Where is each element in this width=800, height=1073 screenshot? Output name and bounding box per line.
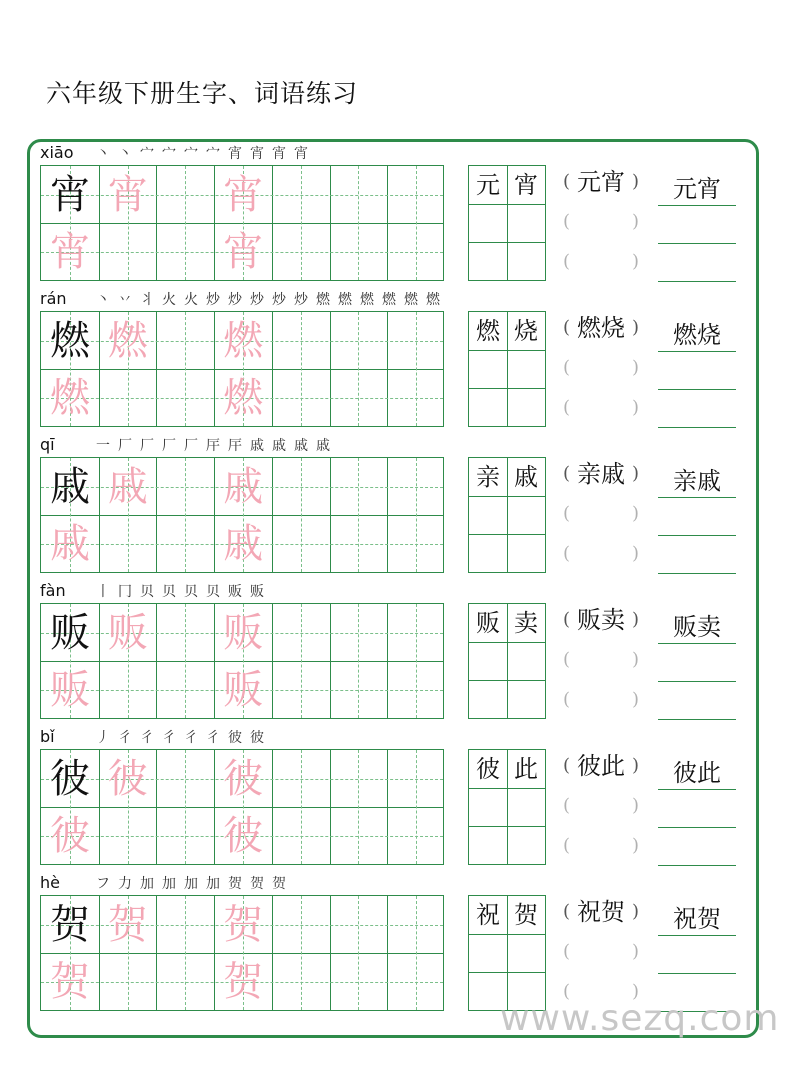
stroke-step: 丬 xyxy=(140,292,154,308)
left-parenthesis: ( xyxy=(563,755,571,776)
right-parenthesis: ) xyxy=(631,689,639,710)
writing-line[interactable] xyxy=(658,351,736,352)
trace-character: 宵 xyxy=(223,172,264,218)
parenthesis-row xyxy=(563,897,639,927)
left-parenthesis: ( xyxy=(563,981,571,1002)
writing-line[interactable] xyxy=(658,681,736,682)
word-character: 戚 xyxy=(514,463,538,491)
right-parenthesis: ) xyxy=(631,251,639,272)
model-character: 彼 xyxy=(50,756,90,802)
writing-line[interactable] xyxy=(658,243,736,244)
stroke-step: 贺 xyxy=(250,876,264,892)
model-character: 贺 xyxy=(50,902,90,948)
trace-character: 宵 xyxy=(107,172,148,218)
stroke-step: 丨 xyxy=(96,584,110,600)
writing-line[interactable] xyxy=(658,281,736,282)
parenthesis-row xyxy=(563,313,639,343)
parenthesis-row[interactable] xyxy=(563,539,639,569)
stroke-step: 丶 xyxy=(96,146,110,162)
right-parenthesis: ) xyxy=(631,609,639,630)
stroke-step: 炒 xyxy=(228,292,242,308)
character-section xyxy=(40,143,760,289)
watermark: www.sezq.com xyxy=(500,998,780,1039)
word-character: 此 xyxy=(514,755,538,783)
pinyin-label: fàn xyxy=(40,581,66,600)
stroke-step: 厈 xyxy=(206,438,220,454)
stroke-step: 燃 xyxy=(360,292,374,308)
stroke-step: 冂 xyxy=(118,584,132,600)
writing-grid xyxy=(40,311,444,427)
right-parenthesis: ) xyxy=(631,835,639,856)
parenthesis-row[interactable] xyxy=(563,353,639,383)
model-character: 宵 xyxy=(50,172,90,218)
stroke-order xyxy=(92,289,444,311)
stroke-step: 力 xyxy=(118,876,132,892)
stroke-step: 炒 xyxy=(294,292,308,308)
stroke-order xyxy=(92,435,334,457)
stroke-step: 燃 xyxy=(426,292,440,308)
stroke-step: 炒 xyxy=(206,292,220,308)
stroke-step: 贩 xyxy=(250,584,264,600)
stroke-step: 贝 xyxy=(162,584,176,600)
trace-character: 彼 xyxy=(223,813,264,859)
stroke-step: 丶 xyxy=(118,146,132,162)
trace-character: 贩 xyxy=(107,610,148,656)
stroke-step: 贺 xyxy=(272,876,286,892)
right-parenthesis: ) xyxy=(631,901,639,922)
left-parenthesis: ( xyxy=(563,211,571,232)
writing-grid xyxy=(40,457,444,573)
right-parenthesis: ) xyxy=(631,649,639,670)
parenthesis-word: 彼此 xyxy=(577,752,625,780)
underline-word: 贩卖 xyxy=(673,613,721,641)
stroke-step: 宀 xyxy=(140,146,154,162)
model-character: 燃 xyxy=(50,318,90,364)
stroke-step: 贝 xyxy=(184,584,198,600)
left-parenthesis: ( xyxy=(563,463,571,484)
word-character: 元 xyxy=(476,171,500,199)
left-parenthesis: ( xyxy=(563,835,571,856)
stroke-step: 厂 xyxy=(184,438,198,454)
left-parenthesis: ( xyxy=(563,171,571,192)
stroke-step: 戚 xyxy=(272,438,286,454)
stroke-step: 宵 xyxy=(228,146,242,162)
word-grid xyxy=(468,311,546,427)
left-parenthesis: ( xyxy=(563,901,571,922)
word-grid xyxy=(468,457,546,573)
word-character: 卖 xyxy=(514,609,538,637)
trace-character: 贺 xyxy=(50,959,90,1005)
stroke-step: 丿 xyxy=(96,730,110,746)
left-parenthesis: ( xyxy=(563,543,571,564)
writing-line[interactable] xyxy=(658,935,736,936)
writing-grid xyxy=(40,895,444,1011)
pinyin-label: rán xyxy=(40,289,67,308)
trace-character: 宵 xyxy=(223,229,264,275)
stroke-step: 彳 xyxy=(140,730,154,746)
underline-word: 燃烧 xyxy=(673,321,721,349)
trace-character: 燃 xyxy=(223,375,264,421)
parenthesis-row[interactable] xyxy=(563,685,639,715)
word-character: 燃 xyxy=(476,317,500,345)
trace-character: 贺 xyxy=(223,959,264,1005)
stroke-step: 宵 xyxy=(294,146,308,162)
stroke-step: 加 xyxy=(206,876,220,892)
writing-line[interactable] xyxy=(658,643,736,644)
stroke-step: 贝 xyxy=(140,584,154,600)
underline-word: 亲戚 xyxy=(673,467,721,495)
trace-character: 贩 xyxy=(223,610,264,656)
writing-grid xyxy=(40,165,444,281)
trace-character: 戚 xyxy=(50,521,90,567)
right-parenthesis: ) xyxy=(631,503,639,524)
model-character: 戚 xyxy=(50,464,90,510)
character-section xyxy=(40,727,760,873)
stroke-step: 燃 xyxy=(382,292,396,308)
parenthesis-row[interactable] xyxy=(563,831,639,861)
word-grid xyxy=(468,165,546,281)
writing-line[interactable] xyxy=(658,535,736,536)
right-parenthesis: ) xyxy=(631,981,639,1002)
underline-word: 彼此 xyxy=(673,759,721,787)
writing-grid xyxy=(40,749,444,865)
stroke-step: 彼 xyxy=(250,730,264,746)
word-character: 彼 xyxy=(476,755,500,783)
stroke-order xyxy=(92,581,268,603)
parenthesis-row[interactable] xyxy=(563,791,639,821)
parenthesis-row[interactable] xyxy=(563,499,639,529)
stroke-step: 彼 xyxy=(228,730,242,746)
stroke-step: 丶 xyxy=(96,292,110,308)
writing-line[interactable] xyxy=(658,573,736,574)
parenthesis-row xyxy=(563,751,639,781)
left-parenthesis: ( xyxy=(563,251,571,272)
stroke-step: 宀 xyxy=(162,146,176,162)
left-parenthesis: ( xyxy=(563,503,571,524)
stroke-step: 戚 xyxy=(316,438,330,454)
stroke-step: 宀 xyxy=(206,146,220,162)
parenthesis-row[interactable] xyxy=(563,393,639,423)
trace-character: 贩 xyxy=(50,667,90,713)
left-parenthesis: ( xyxy=(563,649,571,670)
underline-word: 祝贺 xyxy=(673,905,721,933)
trace-character: 贩 xyxy=(223,667,264,713)
writing-grid xyxy=(40,603,444,719)
writing-line[interactable] xyxy=(658,719,736,720)
right-parenthesis: ) xyxy=(631,755,639,776)
character-section xyxy=(40,581,760,727)
stroke-step: 厂 xyxy=(118,438,132,454)
parenthesis-row xyxy=(563,459,639,489)
right-parenthesis: ) xyxy=(631,397,639,418)
writing-line[interactable] xyxy=(658,497,736,498)
parenthesis-word: 祝贺 xyxy=(577,898,625,926)
parenthesis-word: 贩卖 xyxy=(577,606,625,634)
stroke-step: 戚 xyxy=(294,438,308,454)
stroke-step: 火 xyxy=(184,292,198,308)
parenthesis-row[interactable] xyxy=(563,937,639,967)
parenthesis-row[interactable] xyxy=(563,645,639,675)
stroke-step: 彳 xyxy=(162,730,176,746)
writing-line[interactable] xyxy=(658,827,736,828)
trace-character: 戚 xyxy=(107,464,148,510)
parenthesis-row xyxy=(563,605,639,635)
stroke-step: 一 xyxy=(96,438,110,454)
word-grid xyxy=(468,895,546,1011)
pinyin-label: hè xyxy=(40,873,60,892)
word-grid xyxy=(468,603,546,719)
parenthesis-row[interactable] xyxy=(563,207,639,237)
stroke-step: フ xyxy=(96,876,110,892)
writing-line[interactable] xyxy=(658,389,736,390)
stroke-step: 加 xyxy=(184,876,198,892)
pinyin-label: xiāo xyxy=(40,143,74,162)
stroke-step: 彳 xyxy=(184,730,198,746)
stroke-step: 厂 xyxy=(140,438,154,454)
stroke-step: 贩 xyxy=(228,584,242,600)
word-character: 宵 xyxy=(514,171,538,199)
word-character: 亲 xyxy=(476,463,500,491)
stroke-step: 燃 xyxy=(338,292,352,308)
writing-line[interactable] xyxy=(658,789,736,790)
stroke-step: 宵 xyxy=(250,146,264,162)
writing-line[interactable] xyxy=(658,427,736,428)
stroke-step: 彳 xyxy=(118,730,132,746)
pinyin-label: bǐ xyxy=(40,727,55,746)
character-section xyxy=(40,289,760,435)
stroke-step: 戚 xyxy=(250,438,264,454)
trace-character: 彼 xyxy=(223,756,264,802)
left-parenthesis: ( xyxy=(563,689,571,710)
left-parenthesis: ( xyxy=(563,795,571,816)
right-parenthesis: ) xyxy=(631,211,639,232)
pinyin-label: qī xyxy=(40,435,55,454)
stroke-order xyxy=(92,727,268,749)
stroke-step: 炒 xyxy=(272,292,286,308)
parenthesis-word: 元宵 xyxy=(577,168,625,196)
left-parenthesis: ( xyxy=(563,941,571,962)
word-character: 祝 xyxy=(476,901,500,929)
parenthesis-row[interactable] xyxy=(563,247,639,277)
stroke-step: 炒 xyxy=(250,292,264,308)
stroke-step: 厂 xyxy=(162,438,176,454)
model-character: 贩 xyxy=(50,610,90,656)
stroke-step: 彳 xyxy=(206,730,220,746)
stroke-step: 宀 xyxy=(184,146,198,162)
page-title: 六年级下册生字、词语练习 xyxy=(46,79,359,108)
trace-character: 彼 xyxy=(107,756,148,802)
character-section xyxy=(40,435,760,581)
writing-line[interactable] xyxy=(658,973,736,974)
underline-word: 元宵 xyxy=(673,175,721,203)
right-parenthesis: ) xyxy=(631,463,639,484)
left-parenthesis: ( xyxy=(563,609,571,630)
parenthesis-word: 亲戚 xyxy=(577,460,625,488)
left-parenthesis: ( xyxy=(563,357,571,378)
right-parenthesis: ) xyxy=(631,795,639,816)
parenthesis-word: 燃烧 xyxy=(577,314,625,342)
trace-character: 戚 xyxy=(223,521,264,567)
stroke-order xyxy=(92,873,290,895)
stroke-step: 贺 xyxy=(228,876,242,892)
trace-character: 燃 xyxy=(107,318,148,364)
stroke-step: 宵 xyxy=(272,146,286,162)
trace-character: 彼 xyxy=(50,813,90,859)
left-parenthesis: ( xyxy=(563,317,571,338)
right-parenthesis: ) xyxy=(631,357,639,378)
trace-character: 戚 xyxy=(223,464,264,510)
word-character: 贺 xyxy=(514,901,538,929)
stroke-order xyxy=(92,143,312,165)
word-character: 烧 xyxy=(514,317,538,345)
stroke-step: 加 xyxy=(162,876,176,892)
writing-line[interactable] xyxy=(658,865,736,866)
stroke-step: 燃 xyxy=(404,292,418,308)
trace-character: 宵 xyxy=(50,229,90,275)
stroke-step: 丷 xyxy=(118,292,132,308)
writing-line[interactable] xyxy=(658,205,736,206)
stroke-step: 火 xyxy=(162,292,176,308)
parenthesis-row xyxy=(563,167,639,197)
left-parenthesis: ( xyxy=(563,397,571,418)
stroke-step: 加 xyxy=(140,876,154,892)
right-parenthesis: ) xyxy=(631,941,639,962)
stroke-step: 厈 xyxy=(228,438,242,454)
word-character: 贩 xyxy=(476,609,500,637)
right-parenthesis: ) xyxy=(631,171,639,192)
word-grid xyxy=(468,749,546,865)
right-parenthesis: ) xyxy=(631,317,639,338)
stroke-step: 燃 xyxy=(316,292,330,308)
right-parenthesis: ) xyxy=(631,543,639,564)
trace-character: 燃 xyxy=(223,318,264,364)
trace-character: 贺 xyxy=(107,902,148,948)
trace-character: 贺 xyxy=(223,902,264,948)
stroke-step: 贝 xyxy=(206,584,220,600)
trace-character: 燃 xyxy=(50,375,90,421)
